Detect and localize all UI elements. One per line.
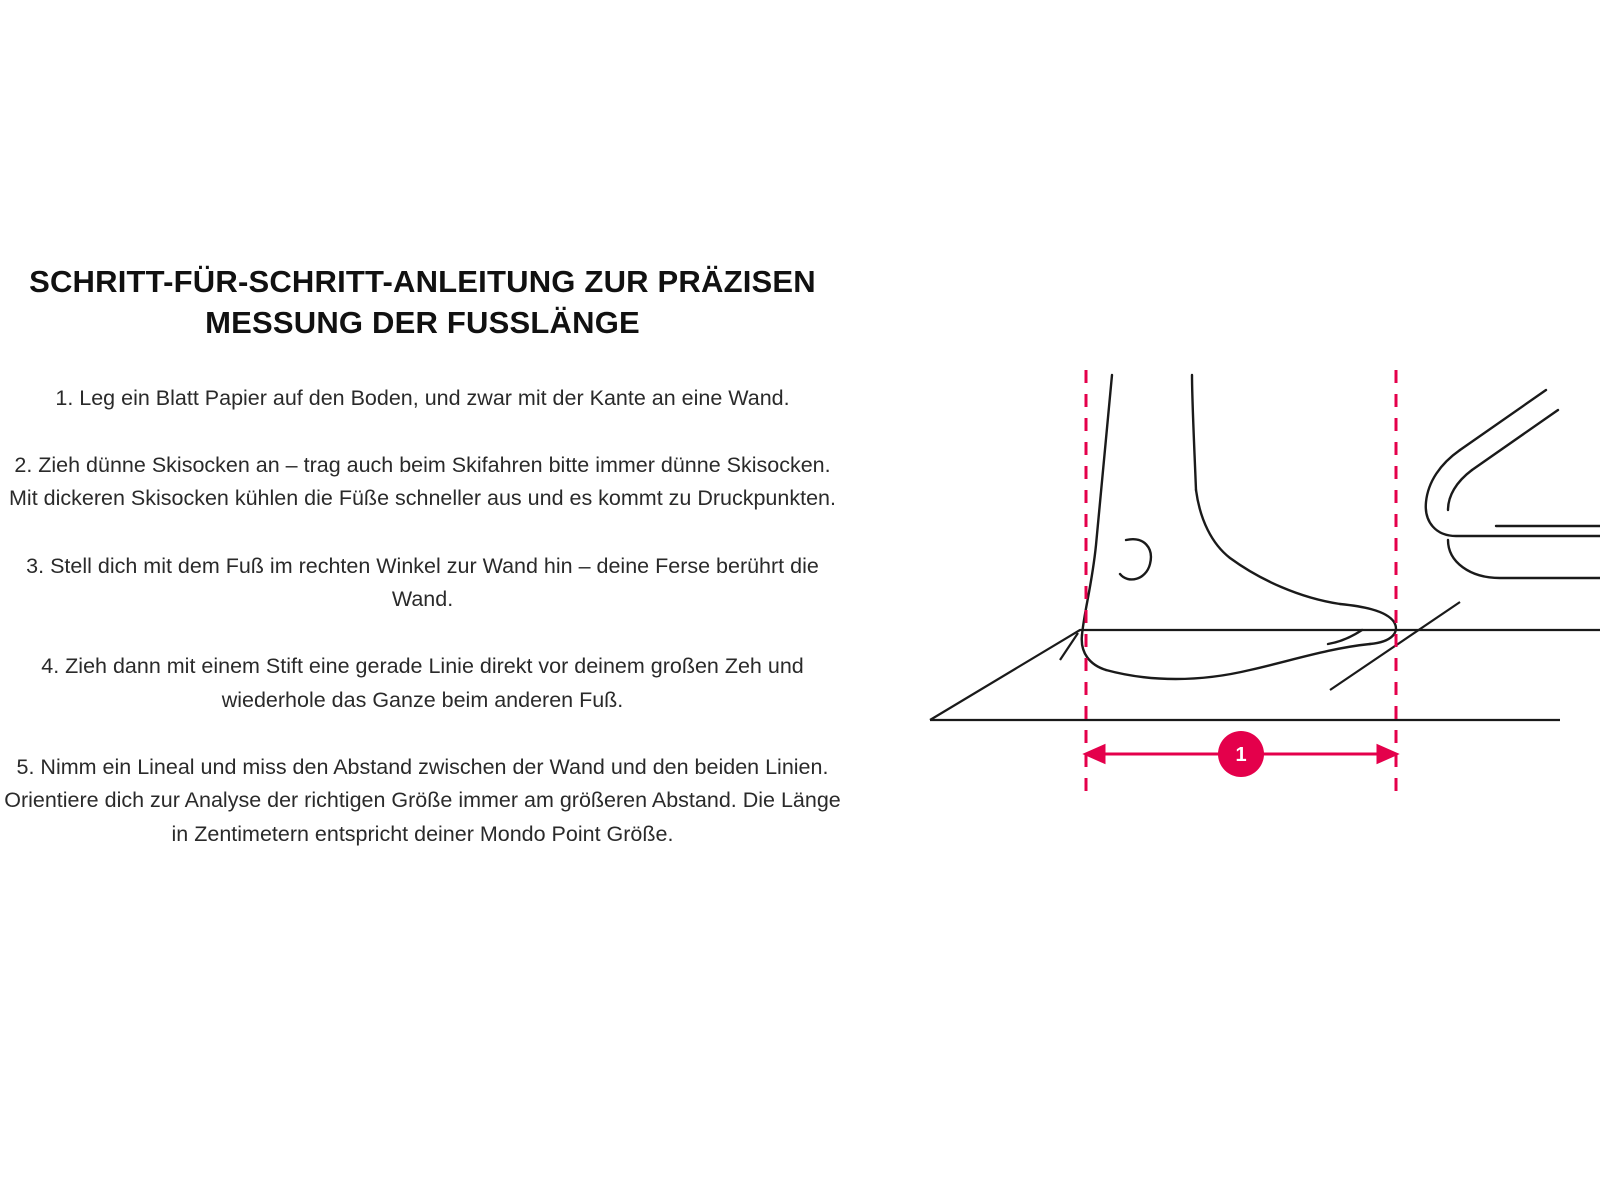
list-item: 3. Stell dich mit dem Fuß im rechten Winkel zur Wand hin – deine Ferse berührt die Wand. (26, 553, 819, 612)
list-item: 1. Leg ein Blatt Papier auf den Boden, und zwar mit der Kante an eine Wand. (55, 385, 790, 410)
list-item: 2. Zieh dünne Skisocken an – trag auch beim Skifahren bitte immer dünne Skisocken. Mit dickeren Skisocken kühlen die Füße schneller aus und es kommt zu Druckpunkten. (9, 453, 836, 511)
foot-outline-icon (1082, 375, 1396, 679)
steps-list (0, 382, 845, 851)
foot-measurement-illustration (900, 330, 1600, 850)
page-title: SCHRITT-FÜR-SCHRITT-ANLEITUNG ZUR PRÄZISEN MESSUNG DER FUSSLÄNGE (29, 264, 816, 340)
measure-badge (1218, 731, 1264, 777)
paper-sheet-icon (930, 630, 1600, 720)
hand-with-pen-icon (1426, 390, 1600, 578)
list-item: 5. Nimm ein Lineal und miss den Abstand zwischen der Wand und den beiden Linien. Orientiere dich zur Analyse der richtigen Größe immer am größeren Abstand. Die Länge in Zentimetern entspricht deiner Mondo Point Größe. (4, 755, 841, 846)
instructions-block (0, 262, 845, 851)
list-item: 4. Zieh dann mit einem Stift eine gerade Linie direkt vor deinem großen Zeh und wiederhole das Ganze beim anderen Fuß. (41, 654, 804, 712)
measure-badge-label: 1 (1235, 744, 1247, 766)
